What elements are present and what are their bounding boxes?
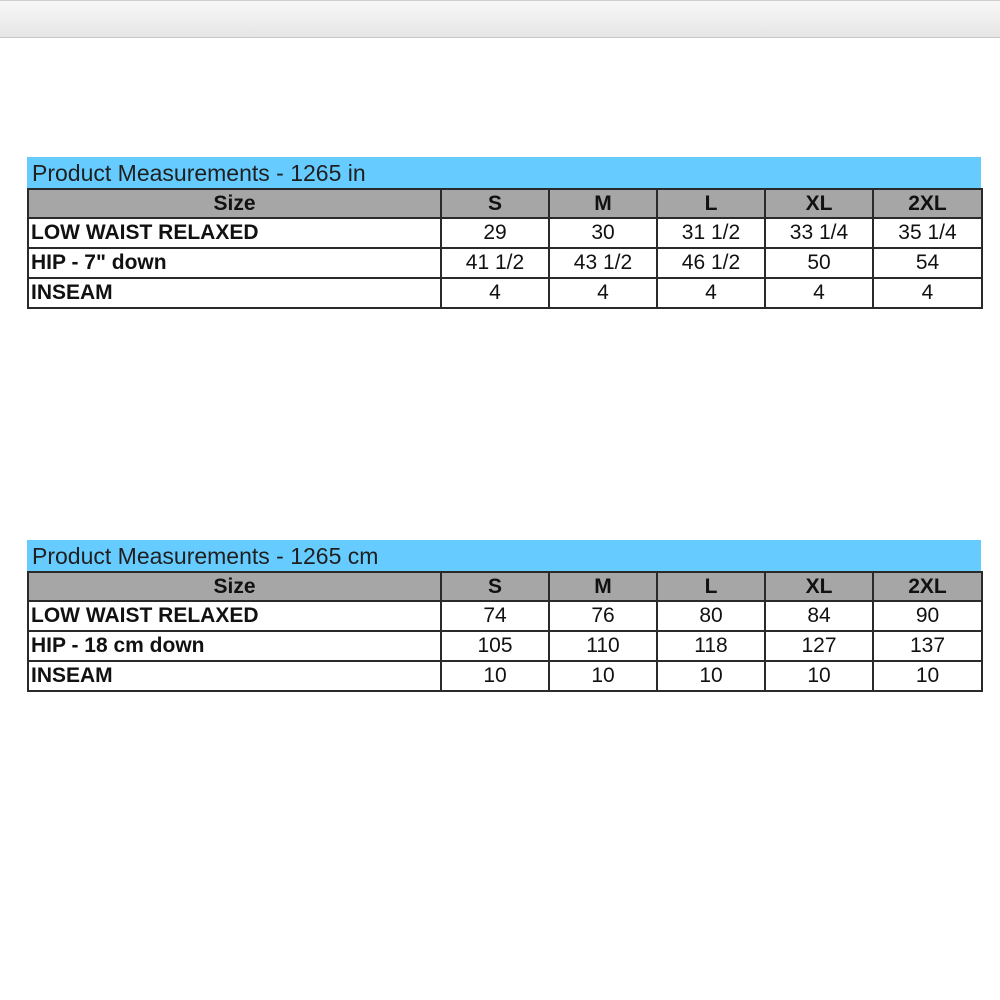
cell-value: 35 1/4 bbox=[873, 218, 982, 248]
cell-value: 10 bbox=[765, 661, 873, 691]
header-row bbox=[28, 572, 982, 601]
header-xl: XL bbox=[765, 572, 873, 601]
cell-value: 10 bbox=[441, 661, 549, 691]
header-2xl: 2XL bbox=[873, 572, 982, 601]
cell-value: 10 bbox=[657, 661, 765, 691]
cell-value: 137 bbox=[873, 631, 982, 661]
measurements-table-cm bbox=[27, 540, 981, 692]
cell-value: 90 bbox=[873, 601, 982, 631]
row-label-hip: HIP - 7" down bbox=[28, 248, 441, 278]
cell-value: 29 bbox=[441, 218, 549, 248]
browser-toolbar bbox=[0, 0, 1000, 38]
cell-value: 41 1/2 bbox=[441, 248, 549, 278]
table-row bbox=[28, 278, 982, 308]
table-row bbox=[28, 248, 982, 278]
row-label-inseam: INSEAM bbox=[28, 278, 441, 308]
table-title: Product Measurements - 1265 cm bbox=[27, 540, 981, 571]
header-xl: XL bbox=[765, 189, 873, 218]
cell-value: 118 bbox=[657, 631, 765, 661]
header-s: S bbox=[441, 572, 549, 601]
cell-value: 4 bbox=[765, 278, 873, 308]
cell-value: 10 bbox=[873, 661, 982, 691]
row-label-low-waist: LOW WAIST RELAXED bbox=[28, 218, 441, 248]
header-size: Size bbox=[28, 572, 441, 601]
table-row bbox=[28, 631, 982, 661]
cell-value: 110 bbox=[549, 631, 657, 661]
header-m: M bbox=[549, 572, 657, 601]
header-s: S bbox=[441, 189, 549, 218]
table-row bbox=[28, 218, 982, 248]
cell-value: 30 bbox=[549, 218, 657, 248]
row-label-hip: HIP - 18 cm down bbox=[28, 631, 441, 661]
size-chart-table bbox=[27, 571, 983, 692]
size-chart-table bbox=[27, 188, 983, 309]
row-label-inseam: INSEAM bbox=[28, 661, 441, 691]
header-l: L bbox=[657, 572, 765, 601]
cell-value: 4 bbox=[549, 278, 657, 308]
cell-value: 127 bbox=[765, 631, 873, 661]
row-label-low-waist: LOW WAIST RELAXED bbox=[28, 601, 441, 631]
cell-value: 4 bbox=[657, 278, 765, 308]
table-title: Product Measurements - 1265 in bbox=[27, 157, 981, 188]
cell-value: 74 bbox=[441, 601, 549, 631]
header-2xl: 2XL bbox=[873, 189, 982, 218]
cell-value: 10 bbox=[549, 661, 657, 691]
header-row bbox=[28, 189, 982, 218]
cell-value: 4 bbox=[873, 278, 982, 308]
cell-value: 4 bbox=[441, 278, 549, 308]
cell-value: 54 bbox=[873, 248, 982, 278]
cell-value: 84 bbox=[765, 601, 873, 631]
header-m: M bbox=[549, 189, 657, 218]
cell-value: 46 1/2 bbox=[657, 248, 765, 278]
header-size: Size bbox=[28, 189, 441, 218]
cell-value: 50 bbox=[765, 248, 873, 278]
header-l: L bbox=[657, 189, 765, 218]
cell-value: 31 1/2 bbox=[657, 218, 765, 248]
table-row bbox=[28, 601, 982, 631]
cell-value: 43 1/2 bbox=[549, 248, 657, 278]
table-row bbox=[28, 661, 982, 691]
cell-value: 33 1/4 bbox=[765, 218, 873, 248]
cell-value: 76 bbox=[549, 601, 657, 631]
cell-value: 80 bbox=[657, 601, 765, 631]
cell-value: 105 bbox=[441, 631, 549, 661]
measurements-table-in bbox=[27, 157, 981, 309]
